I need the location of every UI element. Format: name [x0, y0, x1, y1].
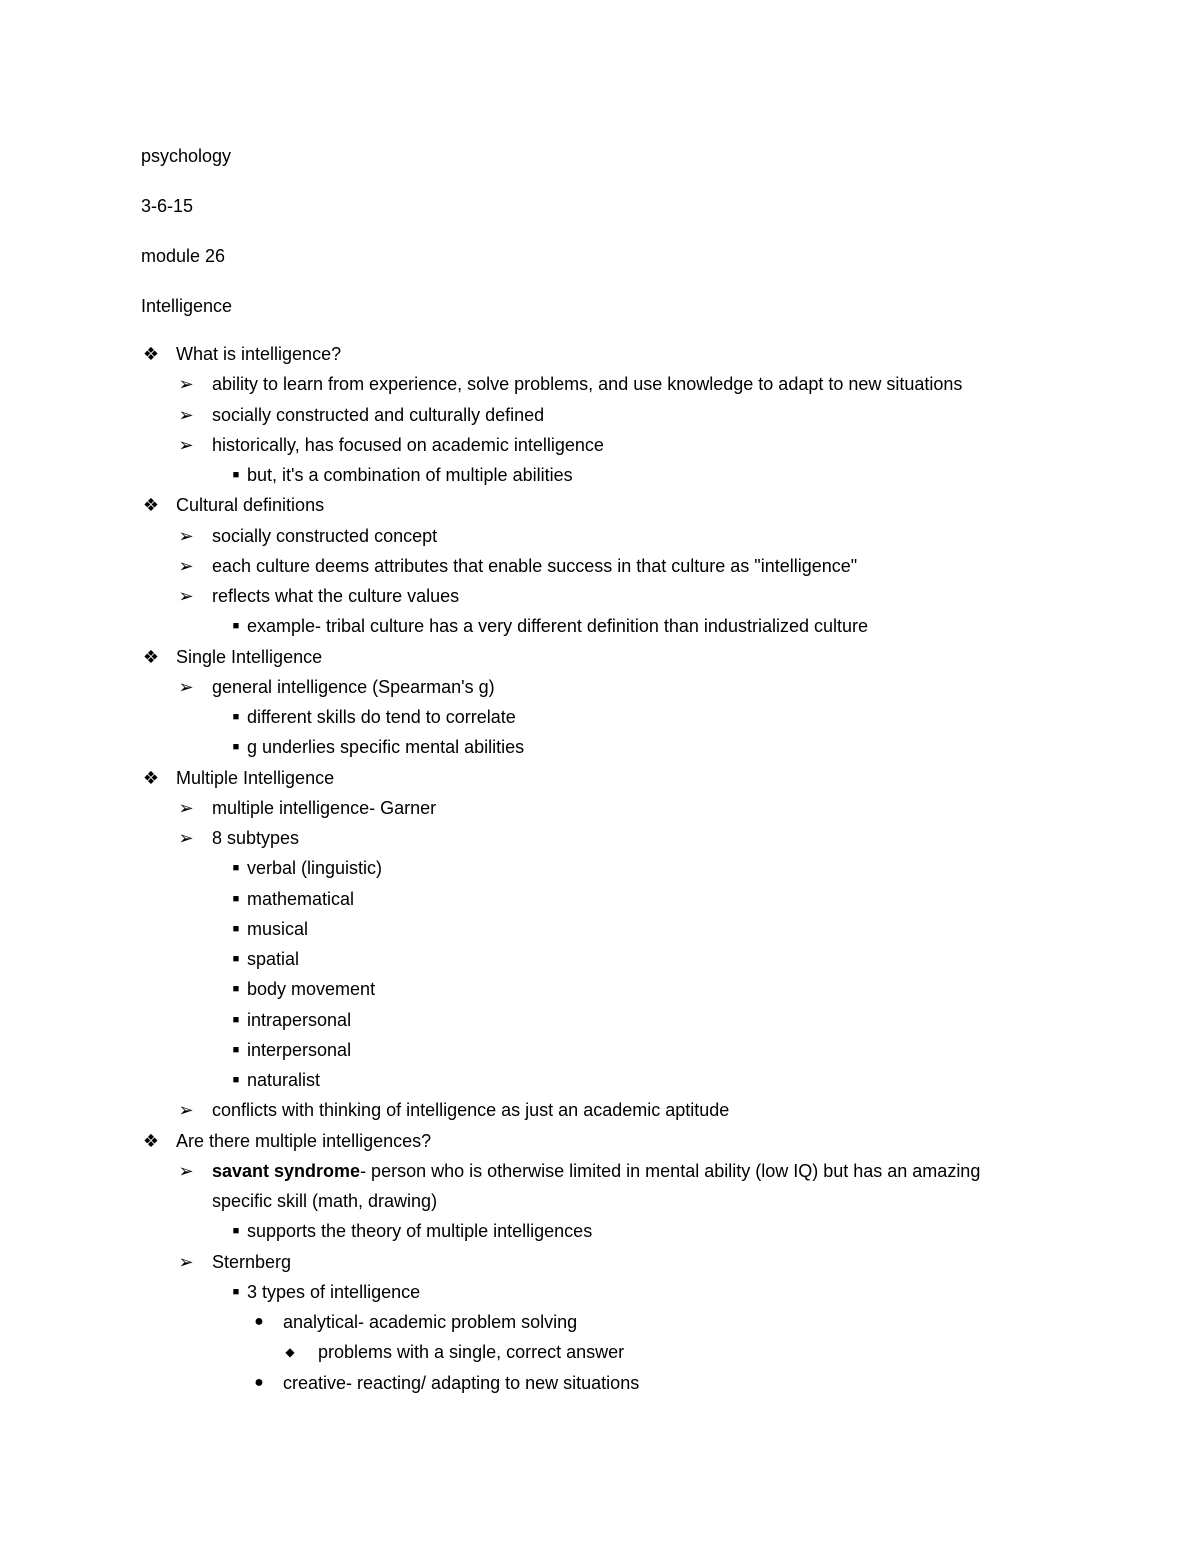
- list-item-text: each culture deems attributes that enable success in that culture as "intelligence": [212, 556, 858, 576]
- date-line: 3-6-15: [141, 196, 194, 216]
- list-item-continuation: [212, 1190, 437, 1212]
- list-item-text: musical: [247, 919, 309, 939]
- list-item-level-1: [176, 1130, 431, 1152]
- list-item-level-1: [176, 767, 334, 789]
- list-item-level-3: [247, 736, 524, 758]
- list-item-level-2: [212, 434, 604, 456]
- list-item-text: spatial: [247, 949, 300, 969]
- square-bullet-icon: ■: [232, 953, 240, 965]
- arrow-bullet-icon: ➢: [178, 526, 194, 546]
- square-bullet-icon: ■: [232, 862, 240, 874]
- square-bullet-icon: ■: [232, 1044, 240, 1056]
- course-title: psychology: [141, 146, 232, 166]
- diamond-bullet-icon: ❖: [142, 495, 160, 515]
- list-item-text: Are there multiple intelligences?: [176, 1131, 432, 1151]
- list-item-level-2: [212, 404, 544, 426]
- square-bullet-icon: ■: [232, 469, 240, 481]
- list-item-level-2: [212, 585, 459, 607]
- arrow-bullet-icon: ➢: [178, 798, 194, 818]
- list-item-text: problems with a single, correct answer: [318, 1342, 625, 1362]
- square-bullet-icon: ■: [232, 741, 240, 753]
- arrow-bullet-icon: ➢: [178, 828, 194, 848]
- list-item-text: specific skill (math, drawing): [212, 1191, 438, 1211]
- list-item-level-3: [247, 918, 308, 940]
- arrow-bullet-icon: ➢: [178, 586, 194, 606]
- arrow-bullet-icon: ➢: [178, 435, 194, 455]
- list-item-text: ability to learn from experience, solve problems, and use knowledge to adapt to new situations: [212, 374, 963, 394]
- list-item-level-5: [318, 1341, 624, 1363]
- arrow-bullet-icon: ➢: [178, 1161, 194, 1181]
- list-item-text: Sternberg: [212, 1252, 292, 1272]
- list-item-text: general intelligence (Spearman's g): [212, 677, 495, 697]
- list-item-text: 8 subtypes: [212, 828, 300, 848]
- list-item-level-1: [176, 343, 341, 365]
- list-item-text: analytical- academic problem solving: [283, 1312, 578, 1332]
- list-item-level-3: [247, 978, 375, 1000]
- list-item-level-2: [212, 373, 962, 395]
- arrow-bullet-icon: ➢: [178, 1100, 194, 1120]
- bold-term: savant syndrome: [212, 1161, 361, 1181]
- small-diamond-bullet-icon: ◆: [285, 1345, 295, 1359]
- list-item-level-2: [212, 797, 436, 819]
- list-item-level-3: [247, 1220, 592, 1242]
- list-item-level-2: [212, 555, 857, 577]
- list-item-text: socially constructed and culturally defined: [212, 405, 545, 425]
- square-bullet-icon: ■: [232, 620, 240, 632]
- list-item-text: mathematical: [247, 889, 355, 909]
- list-item-level-1: [176, 494, 324, 516]
- list-item-level-4: [283, 1372, 639, 1394]
- list-item-text: historically, has focused on academic intelligence: [212, 435, 604, 455]
- arrow-bullet-icon: ➢: [178, 405, 194, 425]
- list-item-level-2: [212, 525, 437, 547]
- square-bullet-icon: ■: [232, 1074, 240, 1086]
- list-item-level-3: [247, 1009, 351, 1031]
- arrow-bullet-icon: ➢: [178, 556, 194, 576]
- list-item-text: Single Intelligence: [176, 647, 323, 667]
- list-item-text: example- tribal culture has a very different definition than industrialized culture: [247, 616, 868, 636]
- list-item-level-2: [212, 1099, 729, 1121]
- square-bullet-icon: ■: [232, 923, 240, 935]
- diamond-bullet-icon: ❖: [142, 344, 160, 364]
- list-item-level-4: [283, 1311, 577, 1333]
- list-item-text: g underlies specific mental abilities: [247, 737, 525, 757]
- dot-bullet-icon: ●: [254, 1374, 264, 1391]
- diamond-bullet-icon: ❖: [142, 647, 160, 667]
- list-item-text: 3 types of intelligence: [247, 1282, 421, 1302]
- list-item-level-3: [247, 1069, 320, 1091]
- arrow-bullet-icon: ➢: [178, 677, 194, 697]
- list-item-text: but, it's a combination of multiple abilities: [247, 465, 573, 485]
- dot-bullet-icon: ●: [254, 1313, 264, 1330]
- list-item-level-3: [247, 464, 573, 486]
- square-bullet-icon: ■: [232, 1225, 240, 1237]
- list-item-text: intrapersonal: [247, 1010, 352, 1030]
- list-item-level-3: [247, 1039, 351, 1061]
- list-item-level-3: [247, 857, 382, 879]
- diamond-bullet-icon: ❖: [142, 1131, 160, 1151]
- square-bullet-icon: ■: [232, 983, 240, 995]
- list-item-text: conflicts with thinking of intelligence as just an academic aptitude: [212, 1100, 730, 1120]
- list-item-level-3: [247, 888, 354, 910]
- list-item-text: multiple intelligence- Garner: [212, 798, 437, 818]
- list-item-text: socially constructed concept: [212, 526, 438, 546]
- list-item-level-2: [212, 827, 299, 849]
- list-item-text: reflects what the culture values: [212, 586, 460, 606]
- list-item-level-3: [247, 706, 516, 728]
- list-item-text: What is intelligence?: [176, 344, 342, 364]
- list-item-level-2: [212, 1251, 291, 1273]
- list-item-level-2: [212, 1160, 980, 1182]
- list-item-level-1: [176, 646, 322, 668]
- diamond-bullet-icon: ❖: [142, 768, 160, 788]
- list-item-text: Multiple Intelligence: [176, 768, 335, 788]
- list-item-text: naturalist: [247, 1070, 321, 1090]
- list-item-text: verbal (linguistic): [247, 858, 383, 878]
- list-item-level-3: [247, 615, 868, 637]
- list-item-text: creative- reacting/ adapting to new situations: [283, 1373, 640, 1393]
- list-item-level-2: [212, 676, 495, 698]
- topic-heading: Intelligence: [141, 296, 233, 316]
- square-bullet-icon: ■: [232, 711, 240, 723]
- list-item-level-3: [247, 948, 299, 970]
- list-item-text: - person who is otherwise limited in mental ability (low IQ) but has an amazing: [360, 1161, 981, 1181]
- list-item-text: interpersonal: [247, 1040, 352, 1060]
- list-item-text: Cultural definitions: [176, 495, 325, 515]
- square-bullet-icon: ■: [232, 1014, 240, 1026]
- arrow-bullet-icon: ➢: [178, 1252, 194, 1272]
- module-line: module 26: [141, 246, 226, 266]
- list-item-text: different skills do tend to correlate: [247, 707, 516, 727]
- square-bullet-icon: ■: [232, 893, 240, 905]
- arrow-bullet-icon: ➢: [178, 374, 194, 394]
- list-item-level-3: [247, 1281, 420, 1303]
- square-bullet-icon: ■: [232, 1286, 240, 1298]
- list-item-text: supports the theory of multiple intelligences: [247, 1221, 593, 1241]
- list-item-text: body movement: [247, 979, 376, 999]
